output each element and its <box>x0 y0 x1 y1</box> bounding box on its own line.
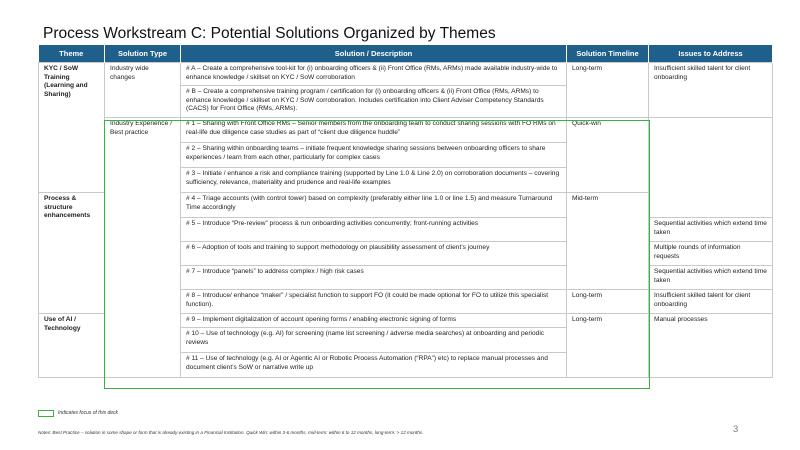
table-row <box>39 118 773 143</box>
issue-sequential-2: Sequential activities which extend time taken <box>649 266 773 290</box>
timeline-long-term-2: Long-term <box>567 290 649 314</box>
legend-label: Indicates focus of this deck <box>58 410 119 416</box>
page-title: Process Workstream C: Potential Solutions Organized by Themes <box>43 25 496 42</box>
issue-insufficient-talent-2: Insufficient skilled talent for client onboarding <box>649 290 773 314</box>
solution-1: # 1 – Sharing with Front Office RMs – Senior members from the onboarding team to conduct sharing sessions with FO RMs on real-life due diligence case studies as part of “client due diligence huddle” <box>181 118 567 143</box>
timeline-long-term-3: Long-term <box>567 314 649 378</box>
solution-4: # 4 – Triage accounts (with control tower) based on complexity (preferably either line 1.0 or line 1.5) and measure Turnaround Time accordingly <box>181 193 567 218</box>
solution-a: # A – Create a comprehensive tool-kit for (i) onboarding officers & (ii) Front Office (RMs, ARMs) made available industry-wide to enhance knowledge / skillset on KYC / SoW corroboration <box>181 63 567 86</box>
header-issues: Issues to Address <box>649 45 773 63</box>
issue-sequential-1: Sequential activities which extend time taken <box>649 218 773 242</box>
page-number: 3 <box>733 424 739 435</box>
solution-2: # 2 – Sharing within onboarding teams – initiate frequent knowledge sharing sessions between onboarding officers to share experiences / learn from each other, particularly for complex cases <box>181 143 567 168</box>
solution-3: # 3 – Initiate / enhance a risk and compliance training (supported by Line 1.0 & Line 2.0) on corroboration documents – covering sufficiency, relevance, materiality and prudence and real-life examples <box>181 168 567 193</box>
table-header-row <box>39 45 773 63</box>
solution-7: # 7 – Introduce “panels” to address complex / high risk cases <box>181 266 567 290</box>
header-solution-timeline: Solution Timeline <box>567 45 649 63</box>
theme-ai-technology: Use of AI / Technology <box>39 314 105 378</box>
header-theme: Theme <box>39 45 105 63</box>
timeline-quick-win: Quick-win <box>567 118 649 193</box>
issue-multiple-rounds: Multiple rounds of information requests <box>649 242 773 266</box>
solution-8: # 8 – Introduce/ enhance “maker” / specialist function to support FO (it could be made optional for FO to utilize this specialist function). <box>181 290 567 314</box>
solution-5: # 5 – Introduce “Pre-review” process & run onboarding activities concurrently; front-running activities <box>181 218 567 242</box>
solution-11: # 11 – Use of technology (e.g. AI or Agentic AI or Robotic Process Automation (“RPA”) etc) to replace manual processes and document client’s SoW or narrative write up <box>181 353 567 378</box>
header-solution-type: Solution Type <box>105 45 181 63</box>
solution-10: # 10 – Use of technology (e.g. AI) for screening (name list screening / adverse media searches) at onboarding and periodic reviews <box>181 328 567 353</box>
issue-empty-1 <box>649 118 773 218</box>
type-industry-wide: Industry wide changes <box>105 63 181 118</box>
theme-kyc-training: KYC / SoW Training (Learning and Sharing) <box>39 63 105 193</box>
header-solution-description: Solution / Description <box>181 45 567 63</box>
table-row <box>39 63 773 86</box>
timeline-mid-term: Mid-term <box>567 193 649 290</box>
theme-process-structure: Process & structure enhancements <box>39 193 105 314</box>
solution-9: # 9 – Implement digitalization of account opening forms / enabling electronic signing of forms <box>181 314 567 328</box>
timeline-long-term: Long-term <box>567 63 649 118</box>
solution-6: # 6 – Adoption of tools and training to support methodology on plausibility assessment of client’s journey <box>181 242 567 266</box>
solutions-table <box>38 45 773 378</box>
type-industry-experience: Industry Experience / Best practice <box>105 118 181 378</box>
issue-manual-processes: Manual processes <box>649 314 773 378</box>
issue-insufficient-talent: Insufficient skilled talent for client onboarding <box>649 63 773 118</box>
footnote: Notes: Best Practice – solution in some shape or form that is already existing in a Financial Institution. Quick Win: within 3-6 months, mid-term: within 6 to 12 months, long-term: > 12 months. <box>38 430 424 435</box>
legend-swatch <box>38 410 54 417</box>
solution-b: # B – Create a comprehensive training program / certification for (i) onboarding officers & (ii) Front Office (RMs, ARMs) to enhance knowledge / skillset on KYC / SoW corroboration. Includes certification into Client Adviser Competency Standards (CACS) for Front Office (RMs, ARMs). <box>181 86 567 118</box>
